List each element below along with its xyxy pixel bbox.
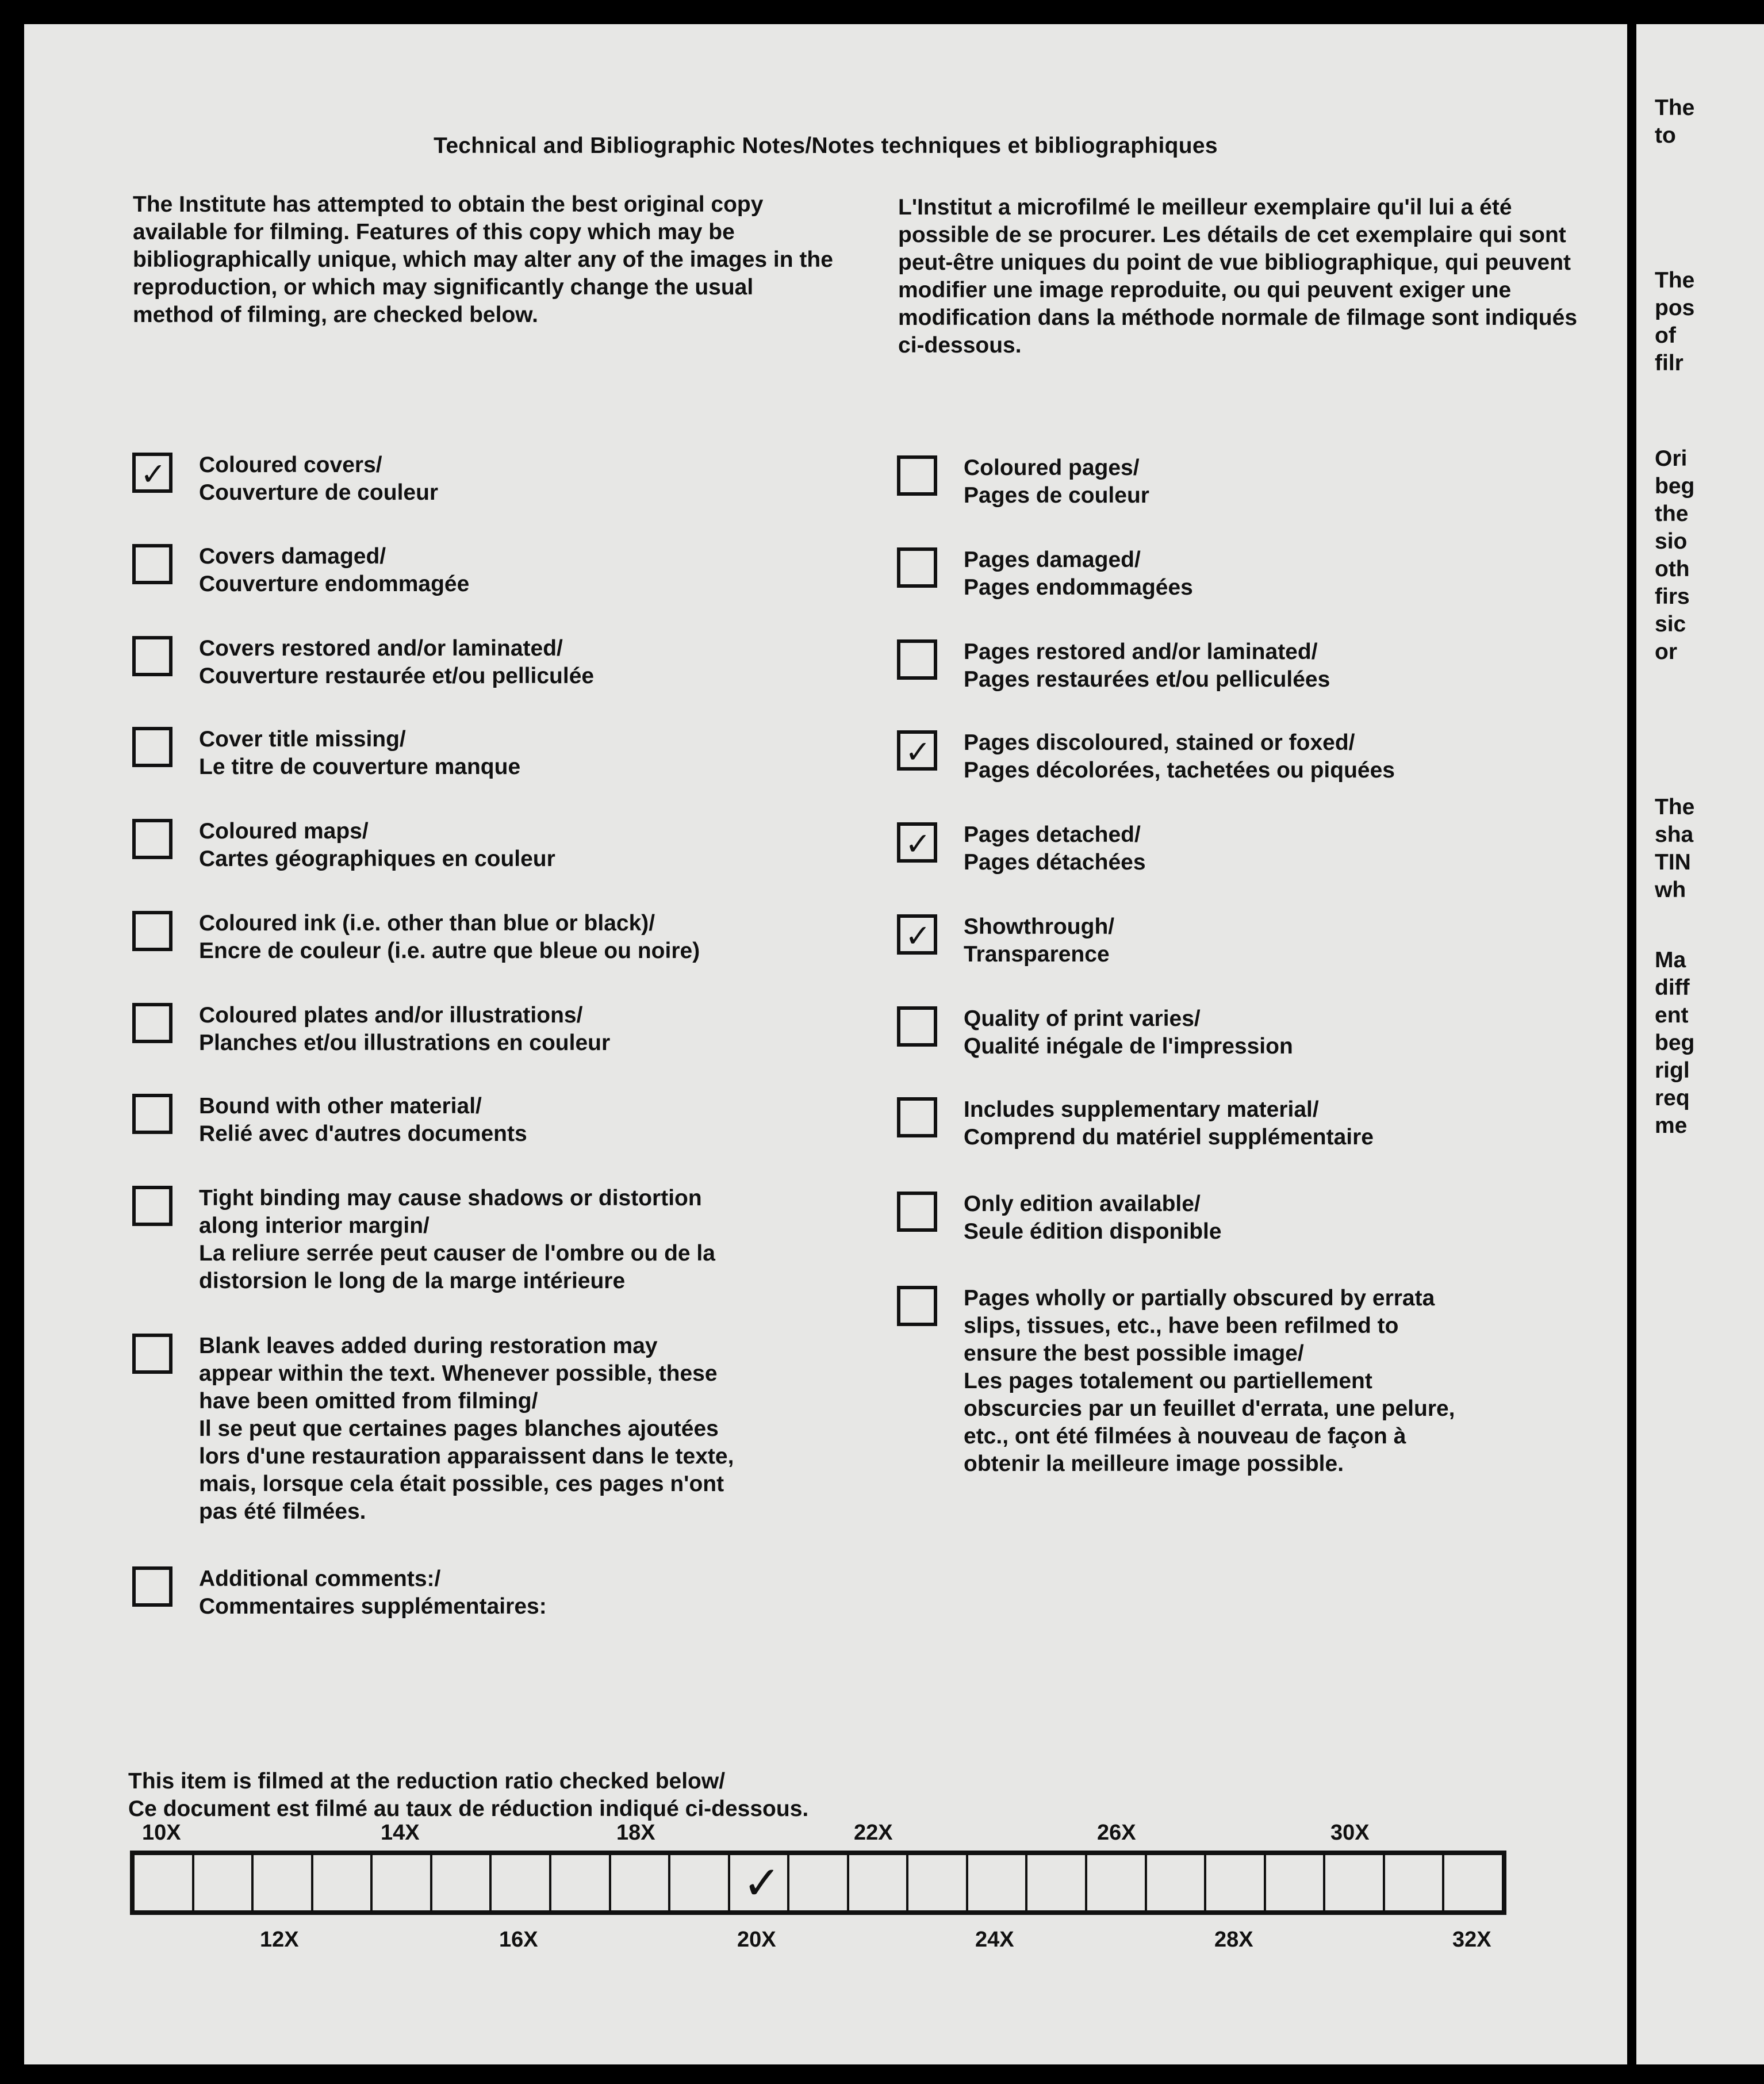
checkbox-label bbox=[964, 1285, 1625, 1478]
adjacent-text-fragment: req bbox=[1655, 1086, 1690, 1110]
checkbox[interactable] bbox=[897, 547, 937, 588]
label-line: Coloured maps/ bbox=[199, 819, 369, 844]
ratio-cell[interactable] bbox=[1027, 1855, 1087, 1910]
page-title: Technical and Bibliographic Notes/Notes techniques et bibliographiques bbox=[434, 133, 1218, 158]
label-line: Cover title missing/ bbox=[199, 727, 406, 752]
checkbox[interactable] bbox=[132, 1094, 172, 1134]
ratio-cell[interactable] bbox=[194, 1855, 254, 1910]
ratio-cell[interactable] bbox=[1325, 1855, 1385, 1910]
label-line: along interior margin/ bbox=[199, 1213, 430, 1238]
checkbox-label bbox=[964, 1005, 1625, 1060]
label-line: Le titre de couverture manque bbox=[199, 754, 521, 779]
checkbox-label bbox=[964, 638, 1625, 694]
checkbox-label bbox=[964, 821, 1625, 876]
ratio-label-bottom: 32X bbox=[1452, 1928, 1491, 1952]
adjacent-text-fragment: to bbox=[1655, 123, 1676, 148]
ratio-cell[interactable] bbox=[1266, 1855, 1326, 1910]
checkbox-label bbox=[964, 1190, 1625, 1246]
label-line: have been omitted from filming/ bbox=[199, 1389, 538, 1413]
ratio-label-top: 30X bbox=[1330, 1821, 1370, 1845]
label-line: Pages detached/ bbox=[964, 822, 1141, 847]
ratio-cell[interactable] bbox=[730, 1855, 790, 1910]
adjacent-text-fragment: filr bbox=[1655, 351, 1684, 376]
ratio-cell[interactable] bbox=[789, 1855, 849, 1910]
check-mark-icon: ✓ bbox=[905, 919, 931, 953]
label-line: Il se peut que certaines pages blanches ajoutées bbox=[199, 1416, 719, 1441]
ratio-cell[interactable] bbox=[611, 1855, 671, 1910]
checkbox[interactable] bbox=[132, 1186, 172, 1226]
adjacent-text-fragment: rigl bbox=[1655, 1058, 1690, 1083]
adjacent-text-fragment: of bbox=[1655, 323, 1676, 348]
label-line: etc., ont été filmées à nouveau de façon à bbox=[964, 1424, 1406, 1449]
ratio-label-bottom: 16X bbox=[499, 1928, 538, 1952]
checkbox[interactable] bbox=[897, 1286, 937, 1326]
checkbox-label bbox=[964, 1096, 1625, 1151]
checkbox-label bbox=[199, 451, 860, 507]
check-mark-icon: ✓ bbox=[905, 735, 931, 769]
label-line: Additional comments:/ bbox=[199, 1566, 441, 1591]
ratio-cell[interactable] bbox=[908, 1855, 968, 1910]
checkbox-label bbox=[964, 729, 1625, 784]
intro-french: L'Institut a microfilmé le meilleur exemplaire qu'il lui a été possible de se procurer. Les détails de cet exemplaire qui sont peut-être uniques du point de vue bibliographique, qui peuvent modifier une image reproduite, ou qui peuvent exiger une modification dans la méthode normale de filmage sont indiqués ci-dessous. bbox=[898, 195, 1578, 358]
ratio-cell[interactable] bbox=[968, 1855, 1028, 1910]
label-line: Pages de couleur bbox=[964, 483, 1149, 508]
label-line: pas été filmées. bbox=[199, 1499, 366, 1524]
label-line: Pages endommagées bbox=[964, 575, 1193, 600]
label-line: Coloured covers/ bbox=[199, 453, 382, 477]
label-line: Transparence bbox=[964, 942, 1110, 967]
label-line: Covers damaged/ bbox=[199, 544, 386, 569]
label-line: obtenir la meilleure image possible. bbox=[964, 1451, 1344, 1476]
label-line: distorsion le long de la marge intérieure bbox=[199, 1269, 626, 1293]
adjacent-text-fragment: beg bbox=[1655, 474, 1695, 499]
checkbox-label bbox=[964, 546, 1625, 602]
adjacent-text-fragment: Ori bbox=[1655, 446, 1688, 471]
ratio-label-bottom: 12X bbox=[260, 1928, 299, 1952]
adjacent-text-fragment: sic bbox=[1655, 612, 1686, 637]
ratio-cell[interactable] bbox=[492, 1855, 551, 1910]
checkbox-label bbox=[199, 910, 860, 965]
checkbox[interactable] bbox=[132, 636, 172, 676]
checkbox[interactable] bbox=[897, 914, 937, 955]
checkbox[interactable] bbox=[897, 639, 937, 680]
checkbox[interactable] bbox=[132, 1334, 172, 1374]
ratio-label-bottom: 20X bbox=[737, 1928, 776, 1952]
ratio-cell[interactable] bbox=[373, 1855, 432, 1910]
checkbox[interactable] bbox=[132, 1003, 172, 1043]
checkbox-label bbox=[964, 454, 1625, 509]
checkbox[interactable] bbox=[132, 727, 172, 767]
ratio-cell[interactable] bbox=[1087, 1855, 1147, 1910]
label-line: Showthrough/ bbox=[964, 914, 1115, 939]
label-line: Commentaires supplémentaires: bbox=[199, 1594, 547, 1619]
ratio-label-top: 18X bbox=[616, 1821, 655, 1845]
ratio-cell[interactable] bbox=[670, 1855, 730, 1910]
ratio-label-bottom: 24X bbox=[975, 1928, 1014, 1952]
label-line: Pages décolorées, tachetées ou piquées bbox=[964, 758, 1395, 783]
checkbox-label bbox=[199, 1565, 860, 1621]
adjacent-text-fragment: sio bbox=[1655, 529, 1688, 554]
ratio-label-bottom: 28X bbox=[1214, 1928, 1253, 1952]
checkbox-label bbox=[199, 1332, 860, 1526]
checkbox-label bbox=[199, 1093, 860, 1148]
ratio-cell[interactable] bbox=[1206, 1855, 1266, 1910]
checkbox[interactable] bbox=[132, 1566, 172, 1607]
ratio-label-top: 14X bbox=[381, 1821, 420, 1845]
label-line: La reliure serrée peut causer de l'ombre ou de la bbox=[199, 1241, 715, 1266]
adjacent-text-fragment: Ma bbox=[1655, 948, 1686, 972]
checkbox[interactable] bbox=[132, 453, 172, 493]
checkbox[interactable] bbox=[897, 730, 937, 771]
adjacent-text-fragment: The bbox=[1655, 95, 1695, 120]
ratio-grid bbox=[130, 1851, 1506, 1915]
checkbox-label bbox=[199, 1002, 860, 1057]
ratio-cell[interactable] bbox=[1147, 1855, 1207, 1910]
ratio-cell[interactable] bbox=[432, 1855, 492, 1910]
ratio-line-fr: Ce document est filmé au taux de réduction indiqué ci-dessous. bbox=[128, 1796, 809, 1821]
adjacent-text-fragment: diff bbox=[1655, 975, 1690, 1000]
label-line: lors d'une restauration apparaissent dans le texte, bbox=[199, 1444, 734, 1469]
label-line: Includes supplementary material/ bbox=[964, 1097, 1319, 1122]
ratio-cell[interactable] bbox=[849, 1855, 909, 1910]
ratio-cell[interactable] bbox=[551, 1855, 611, 1910]
checkbox-label bbox=[199, 726, 860, 781]
label-line: Encre de couleur (i.e. autre que bleue ou noire) bbox=[199, 938, 700, 963]
label-line: Planches et/ou illustrations en couleur bbox=[199, 1030, 611, 1055]
label-line: Couverture restaurée et/ou pelliculée bbox=[199, 664, 595, 688]
adjacent-text-fragment: sha bbox=[1655, 822, 1694, 847]
label-line: Coloured pages/ bbox=[964, 455, 1140, 480]
checkbox[interactable] bbox=[897, 822, 937, 863]
checkbox[interactable] bbox=[897, 1192, 937, 1232]
checkbox[interactable] bbox=[897, 1097, 937, 1137]
label-line: Qualité inégale de l'impression bbox=[964, 1034, 1293, 1059]
ratio-label-top: 26X bbox=[1097, 1821, 1136, 1845]
checkbox[interactable] bbox=[132, 911, 172, 951]
check-mark-icon: ✓ bbox=[905, 827, 931, 861]
label-line: Pages restored and/or laminated/ bbox=[964, 639, 1318, 664]
label-line: Covers restored and/or laminated/ bbox=[199, 636, 563, 661]
adjacent-text-fragment: or bbox=[1655, 639, 1677, 664]
label-line: slips, tissues, etc., have been refilmed to bbox=[964, 1313, 1399, 1338]
label-line: Les pages totalement ou partiellement bbox=[964, 1369, 1372, 1393]
label-line: appear within the text. Whenever possible, these bbox=[199, 1361, 718, 1386]
label-line: Coloured plates and/or illustrations/ bbox=[199, 1003, 583, 1028]
label-line: Seule édition disponible bbox=[964, 1219, 1222, 1244]
ratio-cell[interactable] bbox=[313, 1855, 373, 1910]
label-line: Couverture de couleur bbox=[199, 480, 439, 505]
label-line: Pages détachées bbox=[964, 850, 1146, 875]
label-line: Bound with other material/ bbox=[199, 1094, 482, 1118]
checkbox-label bbox=[964, 913, 1625, 968]
document-page bbox=[24, 24, 1627, 2064]
adjacent-text-fragment: wh bbox=[1655, 878, 1686, 902]
checkbox[interactable] bbox=[132, 544, 172, 584]
label-line: Pages wholly or partially obscured by errata bbox=[964, 1286, 1435, 1311]
adjacent-text-fragment: The bbox=[1655, 268, 1695, 293]
ratio-line-en: This item is filmed at the reduction ratio checked below/ bbox=[128, 1769, 726, 1794]
label-line: Comprend du matériel supplémentaire bbox=[964, 1125, 1374, 1150]
adjacent-text-fragment: pos bbox=[1655, 296, 1695, 320]
label-line: ensure the best possible image/ bbox=[964, 1341, 1304, 1366]
checkbox[interactable] bbox=[897, 455, 937, 496]
label-line: Relié avec d'autres documents bbox=[199, 1121, 527, 1146]
adjacent-text-fragment: me bbox=[1655, 1113, 1688, 1138]
label-line: Only edition available/ bbox=[964, 1192, 1201, 1216]
check-mark-icon: ✓ bbox=[140, 457, 167, 492]
label-line: Couverture endommagée bbox=[199, 572, 470, 596]
adjacent-text-fragment: TIN bbox=[1655, 850, 1691, 875]
label-line: Quality of print varies/ bbox=[964, 1006, 1201, 1031]
ratio-label-top: 10X bbox=[142, 1821, 181, 1845]
label-line: mais, lorsque cela était possible, ces pages n'ont bbox=[199, 1472, 724, 1496]
adjacent-page bbox=[1636, 24, 1764, 2064]
label-line: Pages discoloured, stained or foxed/ bbox=[964, 730, 1355, 755]
adjacent-text-fragment: The bbox=[1655, 795, 1695, 819]
check-mark-icon: ✓ bbox=[742, 1857, 781, 1909]
checkbox[interactable] bbox=[132, 819, 172, 859]
checkbox-label bbox=[199, 543, 860, 598]
label-line: obscurcies par un feuillet d'errata, une pelure, bbox=[964, 1396, 1455, 1421]
ratio-cell[interactable] bbox=[135, 1855, 194, 1910]
label-line: Tight binding may cause shadows or distortion bbox=[199, 1186, 702, 1210]
label-line: Pages restaurées et/ou pelliculées bbox=[964, 667, 1330, 692]
label-line: Coloured ink (i.e. other than blue or black)/ bbox=[199, 911, 655, 936]
adjacent-text-fragment: beg bbox=[1655, 1030, 1695, 1055]
label-line: Pages damaged/ bbox=[964, 547, 1141, 572]
checkbox-label bbox=[199, 818, 860, 873]
checkbox-label bbox=[199, 635, 860, 690]
adjacent-text-fragment: the bbox=[1655, 501, 1689, 526]
ratio-cell[interactable] bbox=[1385, 1855, 1445, 1910]
intro-english: The Institute has attempted to obtain the best original copy available for filming. Features of this copy which may be bibliographically unique, which may alter any of the images in the reproduction, or which may significantly change the usual method of filming, are checked below. bbox=[133, 192, 833, 327]
adjacent-text-fragment: ent bbox=[1655, 1003, 1689, 1028]
label-line: Cartes géographiques en couleur bbox=[199, 846, 555, 871]
label-line: Blank leaves added during restoration may bbox=[199, 1334, 658, 1358]
checkbox-label bbox=[199, 1185, 860, 1295]
ratio-label-top: 22X bbox=[854, 1821, 893, 1845]
adjacent-text-fragment: oth bbox=[1655, 557, 1690, 581]
adjacent-text-fragment: firs bbox=[1655, 584, 1690, 609]
checkbox[interactable] bbox=[897, 1006, 937, 1047]
ratio-cell[interactable] bbox=[1444, 1855, 1502, 1910]
ratio-cell[interactable] bbox=[254, 1855, 313, 1910]
